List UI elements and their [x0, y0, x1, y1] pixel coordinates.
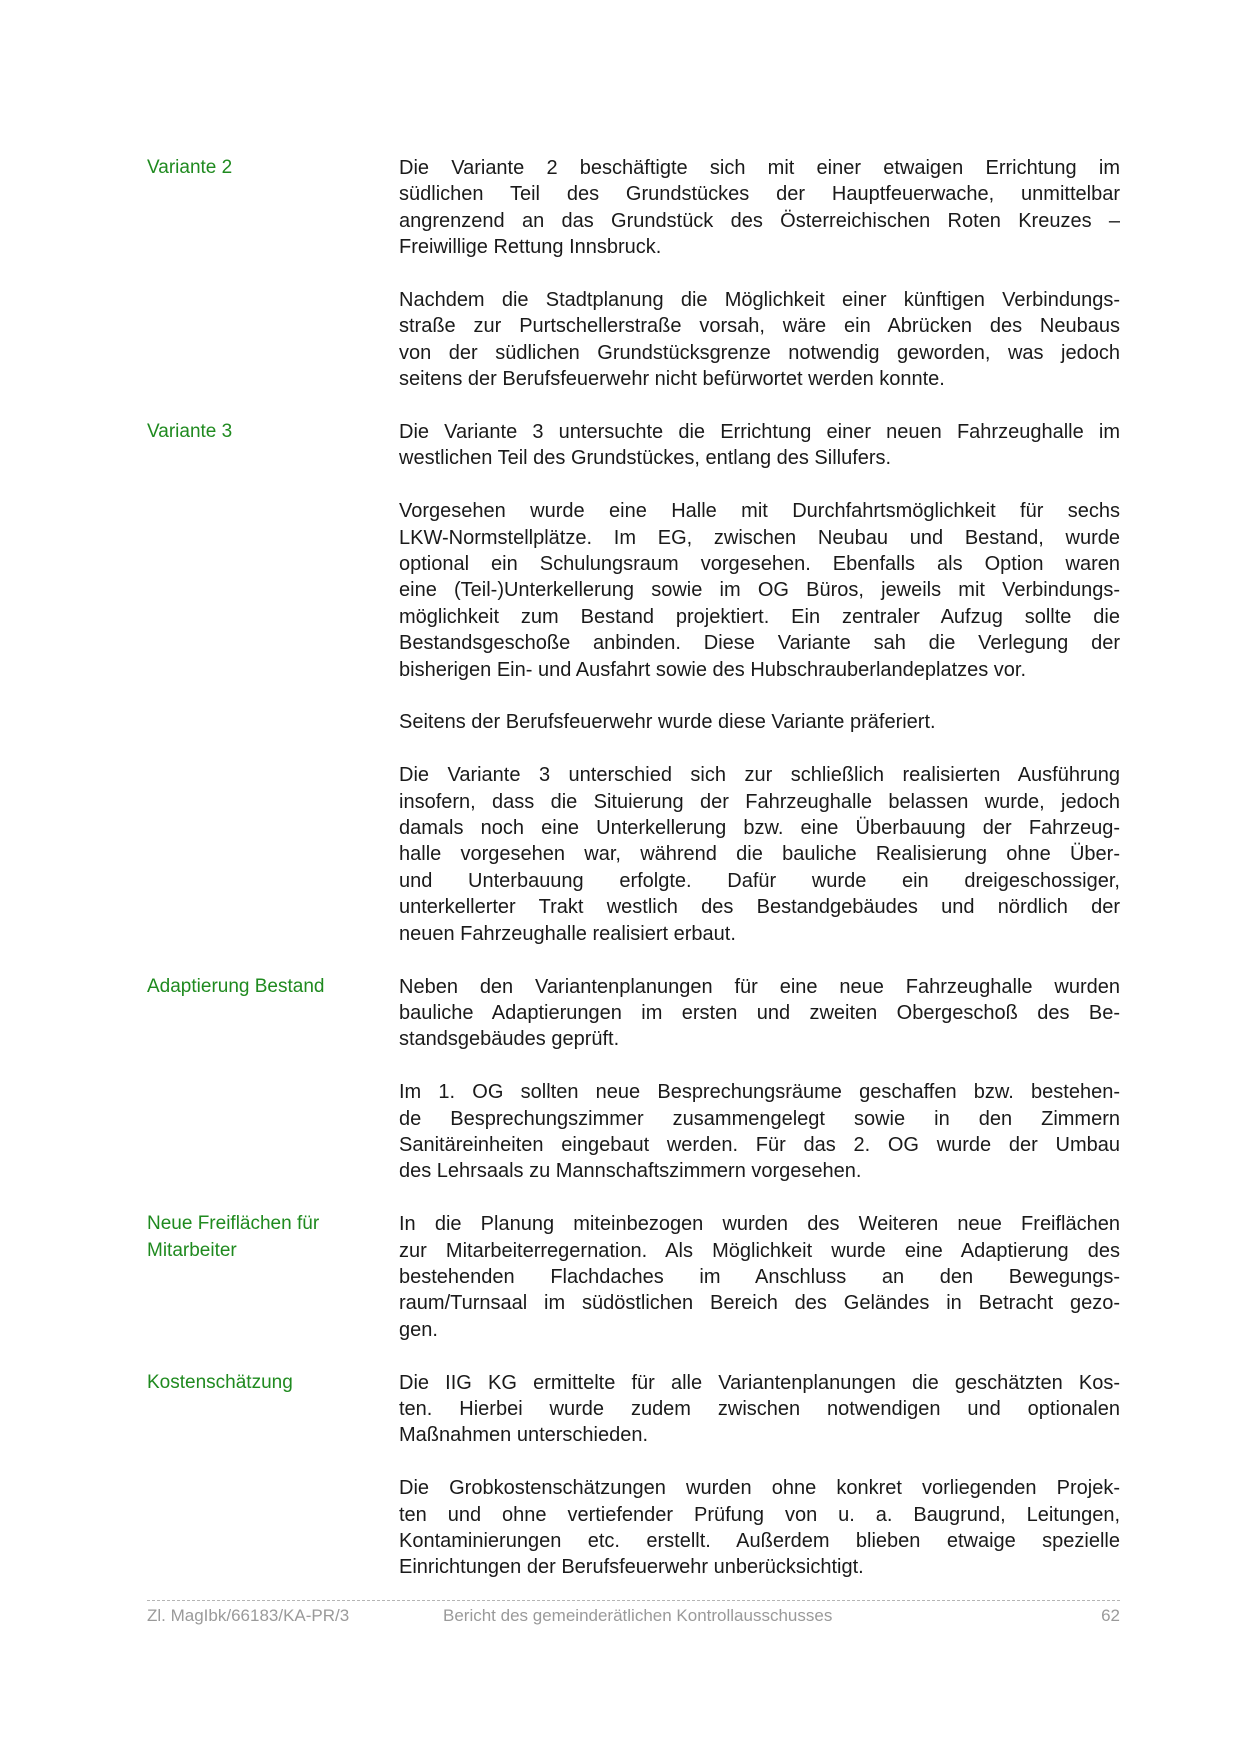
text-line: Im 1. OG sollten neue Besprechungsräume geschaffen bzw. bestehen-	[399, 1081, 1120, 1104]
text-line: gen.	[399, 1318, 438, 1341]
paragraph	[399, 498, 1120, 683]
text-line: halle vorgesehen war, während die bauliche Realisierung ohne Über-	[399, 843, 1120, 866]
paragraph	[399, 1211, 1120, 1343]
paragraph	[399, 287, 1120, 393]
footer-title: Bericht des gemeinderätlichen Kontrollausschusses	[443, 1606, 833, 1625]
text-line: Seitens der Berufsfeuerwehr wurde diese Variante präferiert.	[399, 711, 936, 734]
text-line: von der südlichen Grundstücksgrenze notwendig geworden, was jedoch	[399, 341, 1120, 364]
text-line: Die Variante 3 unterschied sich zur schließlich realisierten Ausführung	[399, 764, 1120, 787]
section	[147, 1211, 1120, 1369]
text-line: unterkellerter Trakt westlich des Bestandgebäudes und nördlich der	[399, 896, 1120, 919]
text-line: Nachdem die Stadtplanung die Möglichkeit einer künftigen Verbindungs-	[399, 289, 1120, 312]
margin-heading-line: Adaptierung Bestand	[147, 975, 325, 997]
text-line: Einrichtungen der Berufsfeuerwehr unberücksichtigt.	[399, 1556, 864, 1579]
paragraph	[399, 1370, 1120, 1449]
text-line: Die Variante 2 beschäftigte sich mit einer etwaigen Errichtung im	[399, 157, 1120, 179]
margin-heading-line: Kostenschätzung	[147, 1371, 293, 1393]
text-line: seitens der Berufsfeuerwehr nicht befürwortet werden konnte.	[399, 368, 945, 391]
text-line: ten. Hierbei wurde zudem zwischen notwendigen und optionalen	[399, 1397, 1120, 1420]
section	[147, 1370, 1120, 1608]
paragraph	[399, 419, 1120, 472]
page-footer	[147, 1600, 1120, 1626]
margin-heading-line: Variante 3	[147, 421, 233, 443]
text-line: Bestandsgeschoße anbinden. Diese Variante sah die Verlegung der	[399, 632, 1120, 655]
margin-heading	[147, 419, 399, 973]
margin-heading-line: Neue Freiflächen für	[147, 1213, 320, 1235]
text-line: Die Variante 3 untersuchte die Errichtung einer neuen Fahrzeughalle im	[399, 421, 1120, 444]
text-line: optional ein Schulungsraum vorgesehen. Ebenfalls als Option waren	[399, 553, 1120, 576]
margin-heading	[147, 1211, 399, 1369]
text-line: bisherigen Ein- und Ausfahrt sowie des Hubschrauberlandeplatzes vor.	[399, 658, 1027, 681]
text-line: möglichkeit zum Bestand projektiert. Ein zentraler Aufzug sollte die	[399, 605, 1120, 628]
section	[147, 974, 1120, 1212]
paragraph	[399, 709, 1120, 735]
text-line: damals noch eine Unterkellerung bzw. eine Überbauung der Fahrzeug-	[399, 817, 1120, 840]
text-line: Sanitäreinheiten eingebaut werden. Für das 2. OG wurde der Umbau	[399, 1133, 1120, 1156]
text-line: de Besprechungszimmer zusammengelegt sowie in den Zimmern	[399, 1107, 1120, 1130]
margin-heading	[147, 1370, 399, 1608]
paragraph	[399, 974, 1120, 1053]
text-line: raum/Turnsaal im südöstlichen Bereich des Geländes in Betracht gezo-	[399, 1292, 1120, 1315]
text-line: des Lehrsaals zu Mannschaftszimmern vorgesehen.	[399, 1160, 862, 1183]
text-line: Neben den Variantenplanungen für eine neue Fahrzeughalle wurden	[399, 975, 1120, 998]
text-line: Die IIG KG ermittelte für alle Variantenplanungen die geschätzten Kos-	[399, 1371, 1120, 1394]
margin-heading-line: Mitarbeiter	[147, 1239, 237, 1261]
margin-heading	[147, 974, 399, 1212]
text-line: und Unterbauung erfolgte. Dafür wurde ein dreigeschossiger,	[399, 869, 1120, 892]
paragraph	[399, 762, 1120, 947]
paragraph	[399, 155, 1120, 261]
text-line: bestehenden Flachdaches im Anschluss an den Bewegungs-	[399, 1265, 1120, 1288]
paragraph	[399, 1079, 1120, 1185]
document-body	[147, 155, 1120, 1607]
text-line: Kontaminierungen etc. erstellt. Außerdem blieben etwaige spezielle	[399, 1529, 1120, 1552]
text-line: straße zur Purtschellerstraße vorsah, wäre ein Abrücken des Neubaus	[399, 315, 1120, 338]
margin-heading	[147, 155, 399, 419]
section	[147, 155, 1120, 419]
text-line: ten und ohne vertiefender Prüfung von u. a. Baugrund, Leitungen,	[399, 1503, 1120, 1526]
footer-reference: Zl. MagIbk/66183/KA-PR/3	[147, 1606, 350, 1625]
text-line: insofern, dass die Situierung der Fahrzeughalle belassen wurde, jedoch	[399, 790, 1120, 813]
text-line: neuen Fahrzeughalle realisiert erbaut.	[399, 922, 736, 945]
text-line: zur Mitarbeiterregernation. Als Möglichkeit wurde eine Adaptierung des	[399, 1239, 1120, 1262]
page-number: 62	[1101, 1606, 1120, 1625]
text-line: Freiwillige Rettung Innsbruck.	[399, 236, 662, 259]
section	[147, 419, 1120, 973]
text-line: LKW-Normstellplätze. Im EG, zwischen Neubau und Bestand, wurde	[399, 526, 1120, 549]
text-line: eine (Teil-)Unterkellerung sowie im OG Büros, jeweils mit Verbindungs-	[399, 579, 1120, 602]
text-line: standsgebäudes geprüft.	[399, 1028, 620, 1051]
text-line: Die Grobkostenschätzungen wurden ohne konkret vorliegenden Projek-	[399, 1477, 1120, 1500]
text-line: südlichen Teil des Grundstückes der Hauptfeuerwache, unmittelbar	[399, 183, 1120, 206]
margin-heading-line: Variante 2	[147, 157, 233, 178]
text-line: angrenzend an das Grundstück des Österreichischen Roten Kreuzes –	[399, 209, 1120, 232]
text-line: westlichen Teil des Grundstückes, entlang des Sillufers.	[399, 447, 892, 470]
text-line: In die Planung miteinbezogen wurden des Weiteren neue Freiflächen	[399, 1213, 1120, 1236]
text-line: Maßnahmen unterschieden.	[399, 1424, 649, 1447]
text-line: bauliche Adaptierungen im ersten und zweiten Obergeschoß des Be-	[399, 1001, 1120, 1024]
paragraph	[399, 1475, 1120, 1581]
text-line: Vorgesehen wurde eine Halle mit Durchfahrtsmöglichkeit für sechs	[399, 500, 1120, 523]
